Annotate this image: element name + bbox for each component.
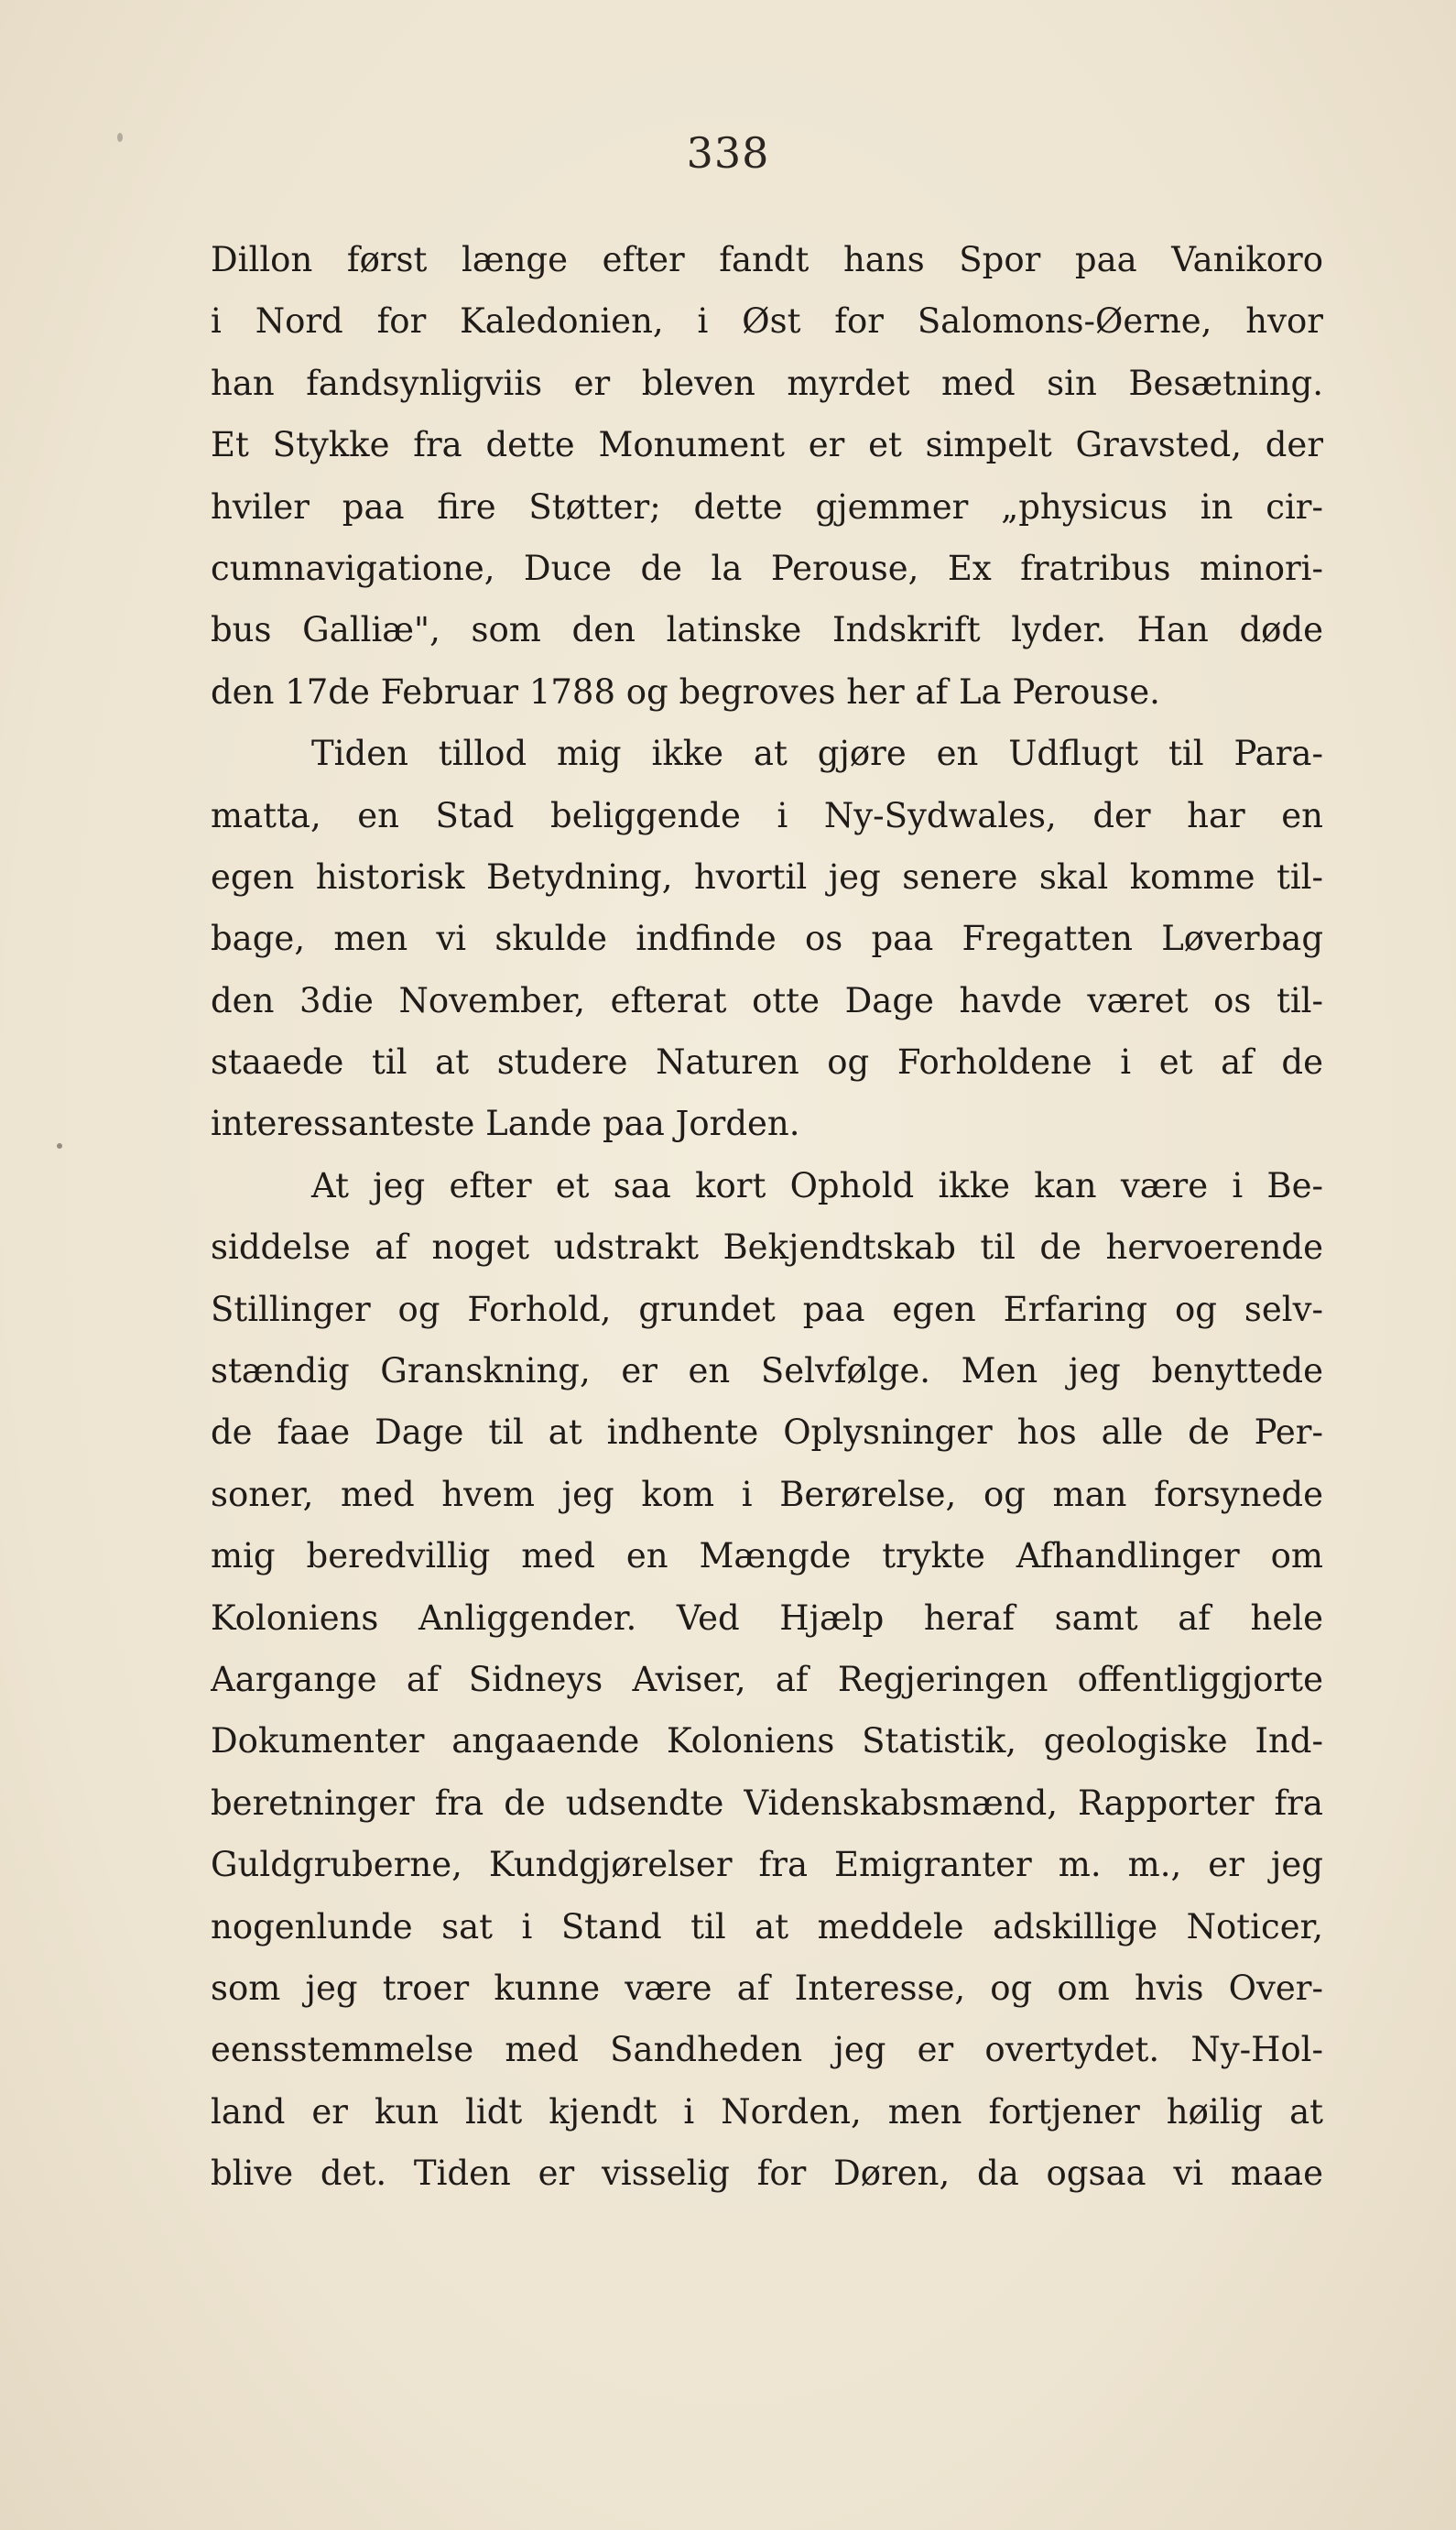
text-line: cumnavigatione, Duce de la Perouse, Ex fratribus minori-: [211, 548, 1323, 588]
text-line: Et Stykke fra dette Monument er et simpelt Gravsted, der: [211, 425, 1323, 465]
body-text: [211, 229, 1323, 2205]
page-number: 338: [686, 128, 770, 178]
text-line: stændig Granskning, er en Selvfølge. Men jeg benyttede: [211, 1351, 1323, 1391]
text-line: Dokumenter angaaende Koloniens Statistik, geologiske Ind-: [211, 1721, 1323, 1761]
text-line: mig beredvillig med en Mængde trykte Afhandlinger om: [211, 1536, 1323, 1576]
text-line: som jeg troer kunne være af Interesse, og om hvis Over-: [211, 1968, 1323, 2008]
text-line: Aargange af Sidneys Aviser, af Regjeringen offentliggjorte: [211, 1659, 1323, 1699]
ink-speck: [57, 1143, 62, 1149]
text-line: blive det. Tiden er visselig for Døren, da ogsaa vi maae: [211, 2154, 1323, 2194]
text-line: staaede til at studere Naturen og Forholdene i et af de: [211, 1042, 1323, 1083]
text-line: land er kun lidt kjendt i Norden, men fortjener høilig at: [211, 2091, 1323, 2132]
text-line: hviler paa fire Støtter; dette gjemmer „physicus in cir-: [211, 486, 1323, 527]
text-line: bus Galliæ", som den latinske Indskrift lyder. Han døde: [211, 610, 1323, 650]
text-line: interessanteste Lande paa Jorden.: [211, 1104, 800, 1144]
text-line: Guldgruberne, Kundgjørelser fra Emigranter m. m., er jeg: [211, 1845, 1323, 1885]
text-line: bage, men vi skulde indfinde os paa Fregatten Løverbag: [211, 919, 1323, 959]
text-line: den 3die November, efterat otte Dage havde været os til-: [211, 980, 1323, 1020]
paragraph-start-line: At jeg efter et saa kort Ophold ikke kan være i Be-: [311, 1165, 1323, 1205]
text-line: eensstemmelse med Sandheden jeg er overtydet. Ny-Hol-: [211, 2030, 1323, 2070]
text-line: han fandsynligviis er bleven myrdet med sin Besætning.: [211, 363, 1323, 403]
text-line: soner, med hvem jeg kom i Berørelse, og man forsynede: [211, 1474, 1323, 1514]
text-line: siddelse af noget udstrakt Bekjendtskab til de hervoerende: [211, 1227, 1323, 1268]
text-line: i Nord for Kaledonien, i Øst for Salomons-Øerne, hvor: [211, 301, 1323, 342]
text-line: den 17de Februar 1788 og begroves her af La Perouse.: [211, 671, 1160, 712]
text-line: Stillinger og Forhold, grundet paa egen Erfaring og selv-: [211, 1289, 1323, 1329]
paragraph-start-line: Tiden tillod mig ikke at gjøre en Udflugt til Para-: [311, 734, 1323, 774]
text-line: beretninger fra de udsendte Videnskabsmænd, Rapporter fra: [211, 1783, 1323, 1823]
text-line: Dillon først længe efter fandt hans Spor paa Vanikoro: [211, 240, 1323, 279]
text-line: de faae Dage til at indhente Oplysninger hos alle de Per-: [211, 1412, 1323, 1453]
text-line: Koloniens Anliggender. Ved Hjælp heraf samt af hele: [211, 1598, 1323, 1638]
text-line: matta, en Stad beliggende i Ny-Sydwales, der har en: [211, 795, 1323, 835]
text-line: egen historisk Betydning, hvortil jeg senere skal komme til-: [211, 856, 1323, 897]
text-line: nogenlunde sat i Stand til at meddele adskillige Noticer,: [211, 1906, 1323, 1947]
